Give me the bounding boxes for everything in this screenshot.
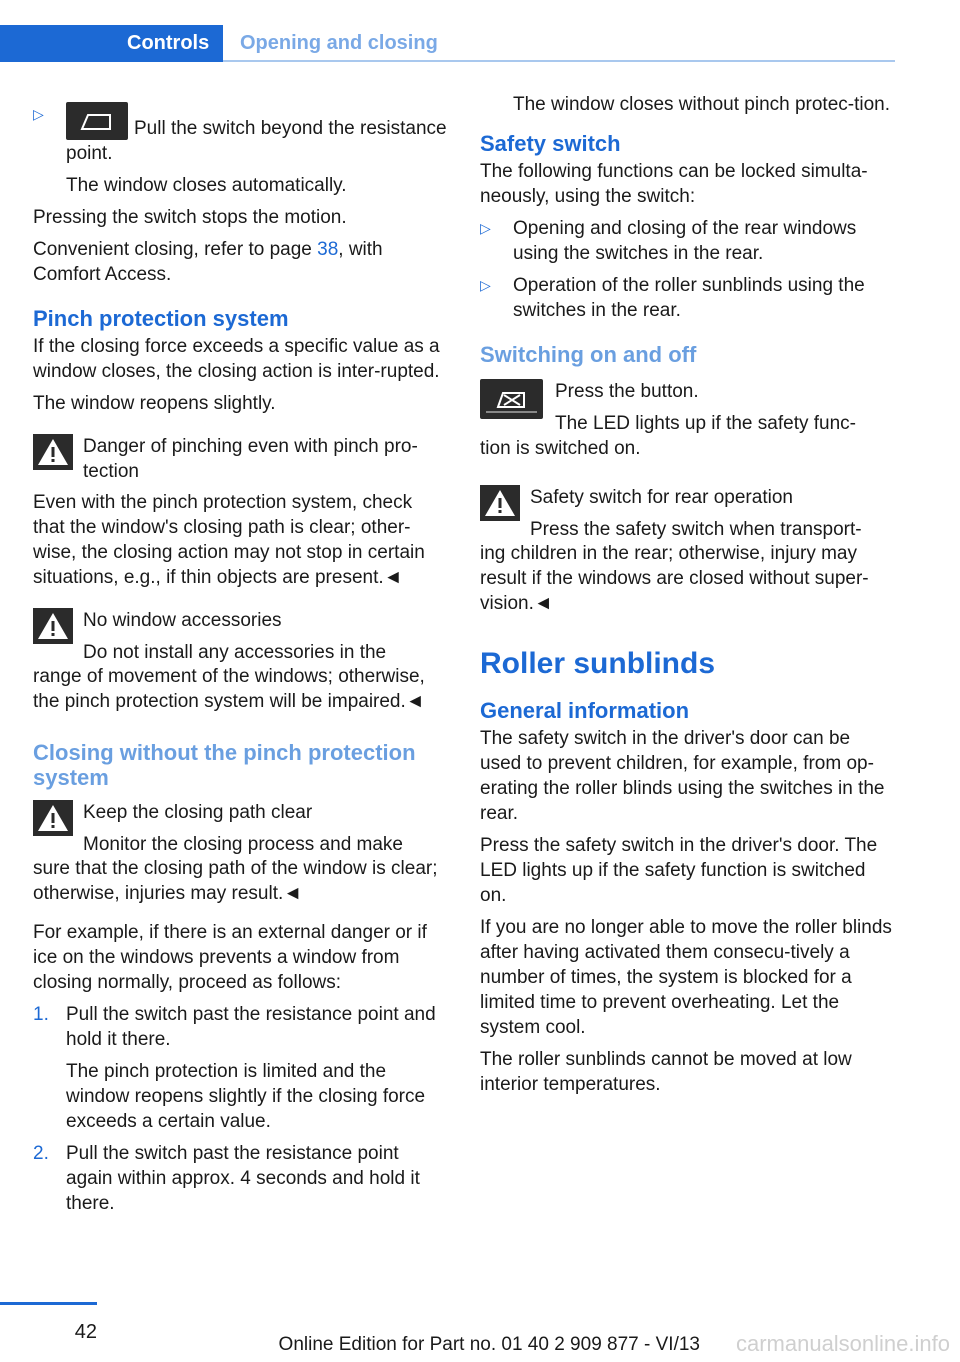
- warning-block: [480, 485, 895, 616]
- triangle-bullet-icon: ▷: [33, 106, 44, 122]
- warning-line: Do not install any accessories in the: [83, 642, 387, 663]
- warning-title: Safety switch for rear operation: [530, 487, 793, 508]
- paragraph: If the closing force exceeds a specific value as a window closes, the closing action is inter-rupted.: [33, 336, 440, 382]
- right-column: [480, 92, 895, 1104]
- online-edition-label: Online Edition for Part no. 01 40 2 909 877 - VI/13: [278, 1334, 700, 1355]
- paragraph: The window closes without pinch protec-tion.: [513, 94, 891, 115]
- warning-body: range of movement of the windows; otherwise, the pinch protection system will be impaired.◄: [33, 666, 425, 712]
- section-heading: Pinch protection system: [33, 306, 289, 331]
- page-header: [0, 25, 895, 62]
- page-footer: [0, 1302, 960, 1362]
- paragraph: Press the button.: [555, 381, 699, 402]
- watermark: carmanualsonline.info: [735, 1331, 950, 1356]
- paragraph: For example, if there is an external danger or if ice on the windows prevents a window from closing normally, proceed as follows:: [33, 922, 427, 993]
- paragraph: If you are no longer able to move the roller blinds after having activated them consecu-tively a number of times, the system is blocked for a limited time to prevent overheating. Let the system cool.: [480, 917, 892, 1038]
- paragraph: The following functions can be locked simulta-neously, using the switch:: [480, 161, 868, 207]
- bullet-text: Pull the switch beyond the resistance point.: [66, 118, 447, 164]
- button-block: [480, 379, 895, 436]
- list-item: [480, 216, 895, 266]
- triangle-bullet-icon: ▷: [480, 277, 491, 293]
- section-heading: General information: [480, 698, 690, 723]
- warning-block: [33, 608, 448, 714]
- list-item: [33, 1002, 448, 1052]
- step-subtext: The pinch protection is limited and the window reopens slightly if the closing force exceeds a certain value.: [66, 1061, 426, 1132]
- step-number: 2.: [33, 1143, 49, 1164]
- list-item: [480, 273, 895, 323]
- bullet-subtext: The window closes automatically.: [66, 175, 347, 196]
- header-divider: [223, 60, 895, 62]
- paragraph: Press the safety switch in the driver's door. The LED lights up if the safety function is switched on.: [480, 835, 878, 906]
- footer-divider: [0, 1302, 97, 1305]
- page-link[interactable]: 38: [317, 239, 339, 260]
- warning-title: No window accessories: [83, 610, 282, 631]
- warning-icon: [33, 800, 73, 836]
- paragraph: The window reopens slightly.: [33, 393, 276, 414]
- triangle-bullet-icon: ▷: [480, 220, 491, 236]
- warning-icon: [480, 485, 520, 521]
- list-item: [33, 1141, 448, 1216]
- window-switch-icon: [66, 102, 128, 140]
- page-number: 42: [74, 1321, 97, 1343]
- left-column: [33, 92, 448, 1223]
- warning-body: Even with the pinch protection system, check that the window's closing path is clear; other-wise, the closing action may not stop in certain situations, e.g., if thin objects are present.◄: [33, 492, 425, 588]
- list-item: [33, 102, 448, 166]
- warning-icon: [33, 608, 73, 644]
- warning-block: [33, 800, 448, 906]
- tab-controls[interactable]: Controls: [0, 25, 223, 62]
- warning-body: ing children in the rear; otherwise, injury may result if the windows are closed without super-vision.◄: [480, 543, 869, 614]
- paragraph: The LED lights up if the safety func-: [555, 413, 856, 434]
- step-text: Pull the switch past the resistance point again within approx. 4 seconds and hold it there.: [66, 1143, 420, 1214]
- step-number: 1.: [33, 1004, 49, 1025]
- warning-block: [33, 434, 448, 590]
- step-text: Pull the switch past the resistance point and hold it there.: [66, 1004, 436, 1050]
- section-heading: Safety switch: [480, 131, 621, 156]
- warning-body: sure that the closing path of the window is clear; otherwise, injuries may result.◄: [33, 858, 438, 904]
- paragraph: Convenient closing, refer to page 38, with Comfort Access.: [33, 239, 383, 285]
- section-heading: Switching on and off: [480, 342, 697, 367]
- safety-switch-button-icon: [480, 379, 543, 419]
- paragraph: Pressing the switch stops the motion.: [33, 207, 347, 228]
- paragraph: The roller sunblinds cannot be moved at low interior temperatures.: [480, 1049, 852, 1095]
- bullet-text: Opening and closing of the rear windows using the switches in the rear.: [513, 218, 857, 264]
- warning-line: Press the safety switch when transport-: [530, 519, 862, 540]
- tab-opening-and-closing[interactable]: Opening and closing: [240, 32, 438, 54]
- section-heading: Closing without the pinch protection system: [33, 740, 416, 790]
- warning-line: Monitor the closing process and make: [83, 834, 403, 855]
- paragraph: tion is switched on.: [480, 438, 641, 459]
- chapter-heading: Roller sunblinds: [480, 647, 716, 680]
- warning-icon: [33, 434, 73, 470]
- paragraph: The safety switch in the driver's door can be used to prevent children, for example, from op-erating the roller blinds using the switches in the rear.: [480, 728, 885, 824]
- bullet-text: Operation of the roller sunblinds using the switches in the rear.: [513, 275, 865, 321]
- warning-title: Keep the closing path clear: [83, 802, 313, 823]
- warning-title: Danger of pinching even with pinch pro-tection: [83, 436, 418, 482]
